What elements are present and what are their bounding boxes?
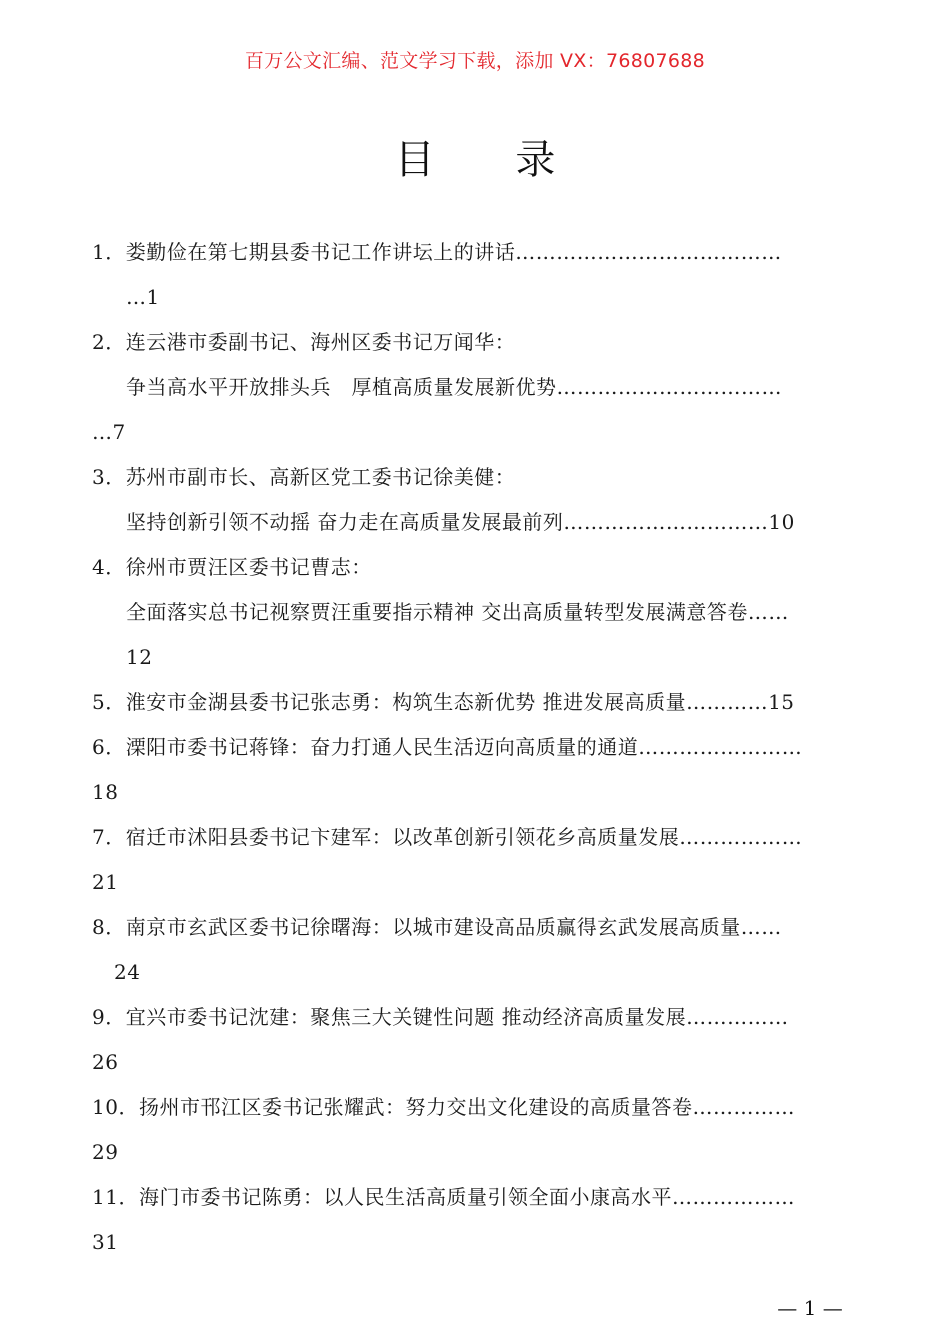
page-number: — 1 —	[777, 1296, 843, 1320]
toc-entry-3-title[interactable]: 坚持创新引领不动摇 奋力走在高质量发展最前列…………………………10	[126, 510, 795, 534]
toc-entry-9[interactable]: 9．宜兴市委书记沈建：聚焦三大关键性问题 推动经济高质量发展……………	[92, 1005, 789, 1029]
toc-entry-4-title[interactable]: 全面落实总书记视察贾汪重要指示精神 交出高质量转型发展满意答卷……	[126, 600, 789, 624]
toc-entry-9-page[interactable]: 26	[92, 1050, 119, 1074]
toc-entry-2-page[interactable]: …7	[92, 420, 126, 444]
toc-entry-10-page[interactable]: 29	[92, 1140, 119, 1164]
toc-entry-6-page[interactable]: 18	[92, 780, 119, 804]
toc-entry-8[interactable]: 8．南京市玄武区委书记徐曙海：以城市建设高品质赢得玄武发展高质量……	[92, 915, 782, 939]
toc-entry-11-page[interactable]: 31	[92, 1230, 119, 1254]
toc-entry-3[interactable]: 3．苏州市副市长、高新区党工委书记徐美健：	[92, 465, 516, 489]
page-title: 目 录	[394, 137, 590, 183]
watermark-header: 百万公文汇编、范文学习下载，添加 VX：76807688	[244, 50, 706, 72]
toc-entry-1[interactable]: 1．娄勤俭在第七期县委书记工作讲坛上的讲话…………………………………	[92, 240, 782, 264]
toc-entry-6[interactable]: 6．溧阳市委书记蒋锋：奋力打通人民生活迈向高质量的通道……………………	[92, 735, 803, 759]
toc-entry-8-page[interactable]: 24	[114, 960, 141, 984]
toc-entry-4[interactable]: 4．徐州市贾汪区委书记曹志：	[92, 555, 372, 579]
toc-entry-4-page[interactable]: 12	[126, 645, 153, 669]
toc-entry-11[interactable]: 11．海门市委书记陈勇：以人民生活高质量引领全面小康高水平………………	[92, 1185, 795, 1209]
toc-entry-10[interactable]: 10．扬州市邗江区委书记张耀武：努力交出文化建设的高质量答卷……………	[92, 1095, 795, 1119]
toc-entry-1-page[interactable]: …1	[126, 285, 160, 309]
toc-entry-2[interactable]: 2．连云港市委副书记、海州区委书记万闻华：	[92, 330, 516, 354]
toc-entry-2-title[interactable]: 争当高水平开放排头兵 厚植高质量发展新优势……………………………	[126, 375, 782, 399]
toc-entry-7-page[interactable]: 21	[92, 870, 119, 894]
toc-entry-5[interactable]: 5．淮安市金湖县委书记张志勇：构筑生态新优势 推进发展高质量…………15	[92, 690, 795, 714]
toc-entry-7[interactable]: 7．宿迁市沭阳县委书记卞建军：以改革创新引领花乡高质量发展………………	[92, 825, 803, 849]
